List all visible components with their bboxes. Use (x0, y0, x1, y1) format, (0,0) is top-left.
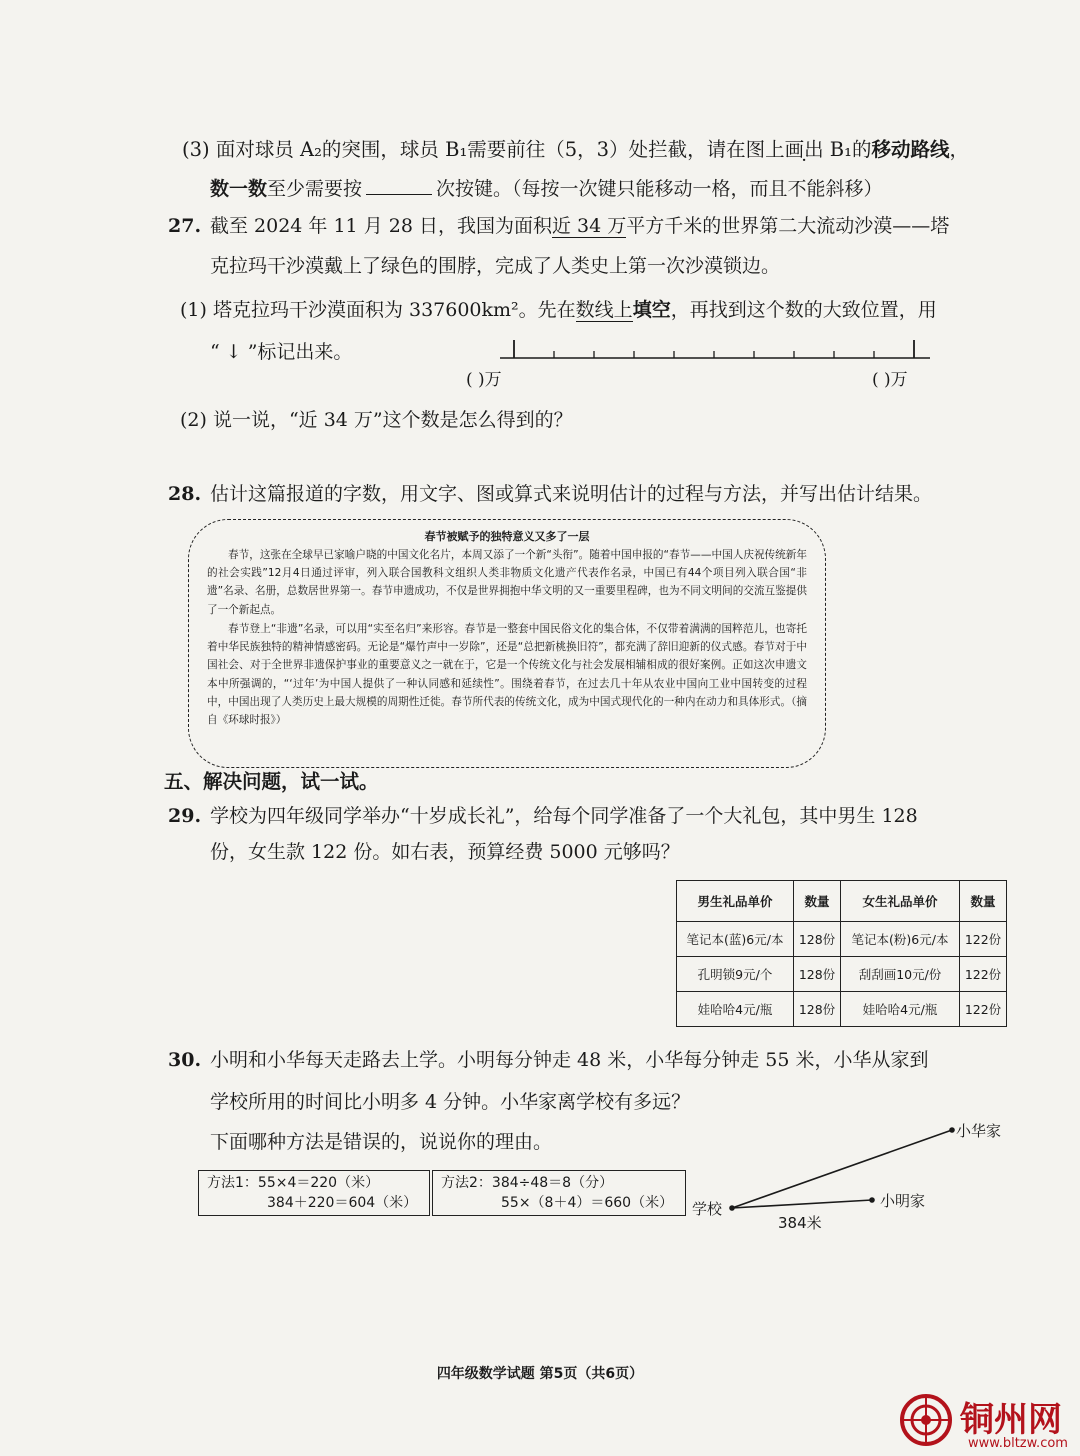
xiaohua-home-point (949, 1127, 955, 1133)
table-cell: 娃哈哈4元/瓶 (841, 992, 960, 1027)
method-2-line1: 方法2：384÷48＝8（分） (441, 1175, 614, 1191)
q26-sub3-line1: (3) 面对球员 A₂的突围，球员 B₁需要前往（5，3）处拦截，请在图上画出 B₁的移动路线， (182, 138, 969, 161)
method-1-line2: 384＋220＝604（米） (267, 1195, 418, 1211)
table-header-cell: 数量 (960, 881, 1007, 922)
q27-sub1: (1) 塔克拉玛干沙漠面积为 337600km²。先在数线上填空，再找到这个数的大致位置，用 (180, 299, 937, 321)
table-cell: 刮刮画10元/份 (841, 957, 960, 992)
xiaoming-home-point (869, 1197, 875, 1203)
label-xiaohua-home: 小华家 (956, 1122, 1002, 1140)
table-row (677, 957, 1007, 992)
number-line-left-blank[interactable]: ( )万 (466, 370, 502, 390)
label-xiaoming-home: 小明家 (880, 1192, 926, 1210)
q30-line2: 学校所用的时间比小明多 4 分钟。小华家离学校有多远？ (210, 1091, 691, 1113)
q29-number: 29. (168, 805, 202, 827)
label-school: 学校 (692, 1200, 723, 1218)
method-1-line1: 方法1：55×4＝220（米） (207, 1175, 380, 1191)
q26-sub3-line2: 数一数至少需要按 次按键。（每按一次键只能移动一格，而且不能斜移） (210, 174, 883, 203)
q27-line1: 截至 2024 年 11 月 28 日，我国为面积近 34 万平方千米的世界第二大流动沙漠——塔 (210, 215, 950, 237)
article-title: 春节被赋予的独特意义又多了一层 (424, 530, 590, 543)
number-line-right-blank[interactable]: ( )万 (872, 370, 908, 390)
table-cell: 128份 (794, 957, 841, 992)
q29-line2: 份，女生款 122 份。如右表，预算经费 5000 元够吗？ (210, 841, 680, 863)
label-distance: 384米 (778, 1214, 822, 1232)
q27-sub2: (2) 说一说，“近 34 万”这个数是怎么得到的？ (180, 409, 573, 431)
table-header-cell: 数量 (794, 881, 841, 922)
method-2-line2: 55×（8＋4）＝660（米） (501, 1195, 674, 1211)
q28-text: 估计这篇报道的字数，用文字、图或算式来说明估计的过程与方法，并写出估计结果。 (210, 483, 933, 505)
table-header-row (677, 881, 1007, 922)
news-article-box (188, 519, 826, 768)
section-title: 五、解决问题，试一试。 (164, 770, 379, 793)
table-cell: 孔明锁9元/个 (677, 957, 794, 992)
table-cell: 122份 (960, 957, 1007, 992)
site-url: www.bltzw.com (968, 1436, 1068, 1451)
table-cell: 128份 (794, 992, 841, 1027)
method-1-box (198, 1170, 430, 1216)
table-cell: 122份 (960, 922, 1007, 957)
site-name: 铜州网 (960, 1400, 1062, 1440)
article-paragraph-1: 春节，这张在全球早已家喻户晓的中国文化名片，本周又添了一个新“头衔”。随着中国申报的“春节——中国人庆祝传统新年的社会实践”12月4日通过评审，列入联合国教科文组织人类非物质文化遗产代表作名录，中国已有44个项目列入联合国“非遗”名录、名册，总数居世界第一。春节申遗成功，不仅是世界拥抱中华文明的又一重要里程碑，也为不同文明间的交流互鉴提供了一个新起点。 (207, 549, 807, 616)
q27-sub1-line2: “ ↓ ”标记出来。 (210, 341, 353, 363)
table-row (677, 922, 1007, 957)
q29-line1: 学校为四年级同学举办“十岁成长礼”，给每个同学准备了一个大礼包，其中男生 128 (210, 805, 918, 827)
table-cell: 笔记本(粉)6元/本 (841, 922, 960, 957)
article-paragraph-2: 春节登上“非遗”名录，可以用“实至名归”来形容。春节是一整套中国民俗文化的集合体，不仅带着满满的国粹范儿，也寄托着中华民族独特的精神情感密码。无论是“爆竹声中一岁除”，还是“总把新桃换旧符”，都充满了辞旧迎新的仪式感。春节对于中国社会、对于全世界非遗保护事业的重要意义之一就在于，它是一个传统文化与社会发展相辅相成的很好案例。正如这次申遗文本中所强调的，“‘过年’为中国人提供了一种认同感和延续性”。围绕着春节，在过去几十年从农业中国向工业中国转变的过程中，中国出现了人类历史上最大规模的周期性迁徙。春节所代表的传统文化，成为中国式现代化的一种内在动力和具体形式。（摘自《环球时报》） (207, 623, 807, 727)
table-cell: 122份 (960, 992, 1007, 1027)
page-footer: 四年级数学试题 第5页（共6页） (436, 1366, 644, 1382)
table-cell: 128份 (794, 922, 841, 957)
q27-number: 27. (168, 215, 202, 237)
q28-number: 28. (168, 483, 202, 505)
answer-blank[interactable] (366, 174, 432, 195)
table-cell: 娃哈哈4元/瓶 (677, 992, 794, 1027)
q27-line2: 克拉玛干沙漠戴上了绿色的围脖，完成了人类史上第一次沙漠锁边。 (210, 255, 781, 277)
method-2-box (432, 1170, 686, 1216)
table-header-cell: 男生礼品单价 (677, 881, 794, 922)
table-row (677, 992, 1007, 1027)
q30-number: 30. (168, 1049, 202, 1071)
dotted-emphasis: 画出 (784, 138, 824, 161)
gift-price-table (676, 880, 1007, 1027)
q30-line1: 小明和小华每天走路去上学。小明每分钟走 48 米，小华每分钟走 55 米，小华从家到 (210, 1049, 929, 1071)
table-cell: 笔记本(蓝)6元/本 (677, 922, 794, 957)
q30-line3: 下面哪种方法是错误的，说说你的理由。 (210, 1131, 553, 1153)
site-logo-icon (898, 1392, 954, 1448)
table-header-cell: 女生礼品单价 (841, 881, 960, 922)
school-point (729, 1205, 735, 1211)
number-line[interactable] (500, 334, 940, 364)
